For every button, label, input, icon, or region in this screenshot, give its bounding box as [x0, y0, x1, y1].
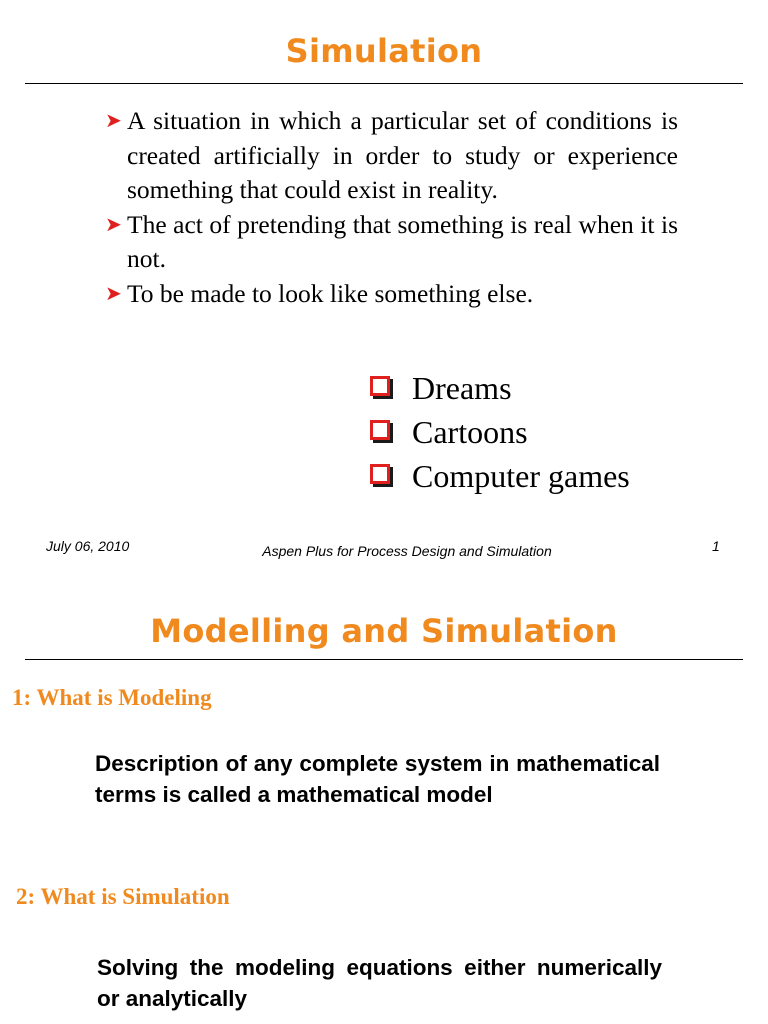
definition-item: ➤ To be made to look like something else.	[105, 277, 678, 312]
footer-date: July 06, 2010	[46, 538, 130, 554]
slide-modelling-and-simulation	[0, 576, 768, 1024]
example-item: Cartoons	[368, 410, 630, 454]
slide-title: Simulation	[285, 32, 483, 70]
title-divider	[25, 659, 743, 660]
answer-text: Description of any complete system in mathematical terms is called a mathematical model	[95, 751, 660, 807]
checkbox-icon	[370, 464, 390, 484]
question-heading: 2: What is Simulation	[16, 884, 230, 909]
question-heading: 1: What is Modeling	[12, 685, 212, 710]
example-item: Computer games	[368, 454, 630, 498]
title-divider	[25, 83, 743, 84]
definition-item: ➤ The act of pretending that something is real when it is not.	[105, 209, 678, 273]
checkbox-icon	[370, 420, 390, 440]
footer-course-title: Aspen Plus for Process Design and Simulation	[262, 543, 552, 559]
footer-page-number: 1	[712, 538, 720, 554]
checkbox-icon	[370, 376, 390, 396]
arrow-right-icon: ➤	[105, 213, 122, 236]
examples-list	[368, 366, 630, 498]
arrow-right-icon: ➤	[105, 282, 122, 305]
arrow-right-icon: ➤	[105, 110, 122, 132]
answer-text: Solving the modeling equations either numerically or analytically	[97, 955, 662, 1011]
slide-title: Modelling and Simulation	[150, 612, 618, 650]
example-item: Dreams	[368, 366, 630, 410]
definition-item: ➤ A situation in which a particular set of conditions is created artificially in order to study or experience something that could exist in reality.	[105, 106, 678, 204]
definition-list	[105, 104, 678, 337]
